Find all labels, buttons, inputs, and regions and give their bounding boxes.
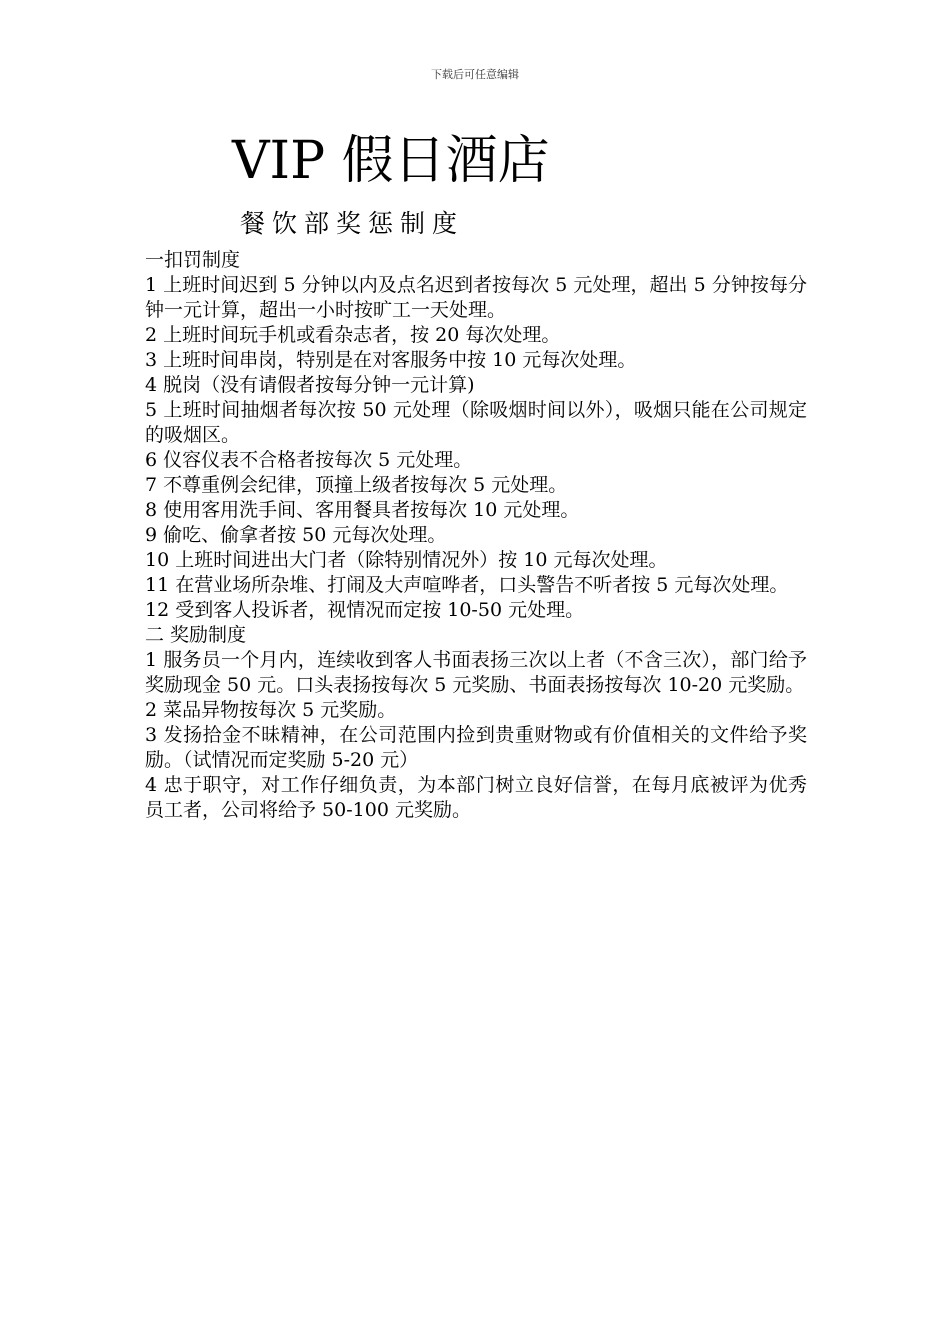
reward-item: 1 服务员一个月内，连续收到客人书面表扬三次以上者（不含三次），部门给予奖励现金 50 元。口头表扬按每次 5 元奖励、书面表扬按每次 10-20 元奖励。 bbox=[145, 649, 807, 696]
reward-item: 3 发扬拾金不昧精神，在公司范围内捡到贵重财物或有价值相关的文件给予奖励。（试情况而定奖励 5-20 元） bbox=[145, 724, 807, 771]
penalty-item: 7 不尊重例会纪律，顶撞上级者按每次 5 元处理。 bbox=[145, 474, 568, 496]
section-heading-penalties: 一扣罚制度 bbox=[145, 249, 241, 271]
penalty-item: 10 上班时间进出大门者（除特别情况外）按 10 元每次处理。 bbox=[145, 549, 668, 571]
penalty-item: 1 上班时间迟到 5 分钟以内及点名迟到者按每次 5 元处理，超出 5 分钟按每分钟一元计算，超出一小时按旷工一天处理。 bbox=[145, 274, 807, 321]
penalty-item: 6 仪容仪表不合格者按每次 5 元处理。 bbox=[145, 449, 473, 471]
section-heading-rewards: 二 奖励制度 bbox=[145, 624, 247, 646]
penalty-item: 2 上班时间玩手机或看杂志者，按 20 每次处理。 bbox=[145, 324, 561, 346]
document-body bbox=[145, 248, 807, 823]
penalty-item: 5 上班时间抽烟者每次按 50 元处理（除吸烟时间以外），吸烟只能在公司规定的吸烟区。 bbox=[145, 399, 807, 446]
document-title: VIP 假日酒店 bbox=[232, 131, 550, 191]
penalty-item: 4 脱岗（没有请假者按每分钟一元计算) bbox=[145, 374, 475, 396]
document-subtitle: 餐饮部奖惩制度 bbox=[240, 209, 465, 238]
penalty-item: 9 偷吃、偷拿者按 50 元每次处理。 bbox=[145, 524, 447, 546]
penalty-item: 8 使用客用洗手间、客用餐具者按每次 10 元处理。 bbox=[145, 499, 580, 521]
penalty-item: 11 在营业场所杂堆、打闹及大声喧哗者，口头警告不听者按 5 元每次处理。 bbox=[145, 574, 789, 596]
reward-item: 4 忠于职守，对工作仔细负责，为本部门树立良好信誉，在每月底被评为优秀员工者，公司将给予 50-100 元奖励。 bbox=[145, 774, 807, 821]
header-note: 下载后可任意编辑 bbox=[431, 68, 519, 81]
penalty-item: 12 受到客人投诉者，视情况而定按 10-50 元处理。 bbox=[145, 599, 585, 621]
penalty-item: 3 上班时间串岗，特别是在对客服务中按 10 元每次处理。 bbox=[145, 349, 637, 371]
reward-item: 2 菜品异物按每次 5 元奖励。 bbox=[145, 699, 397, 721]
